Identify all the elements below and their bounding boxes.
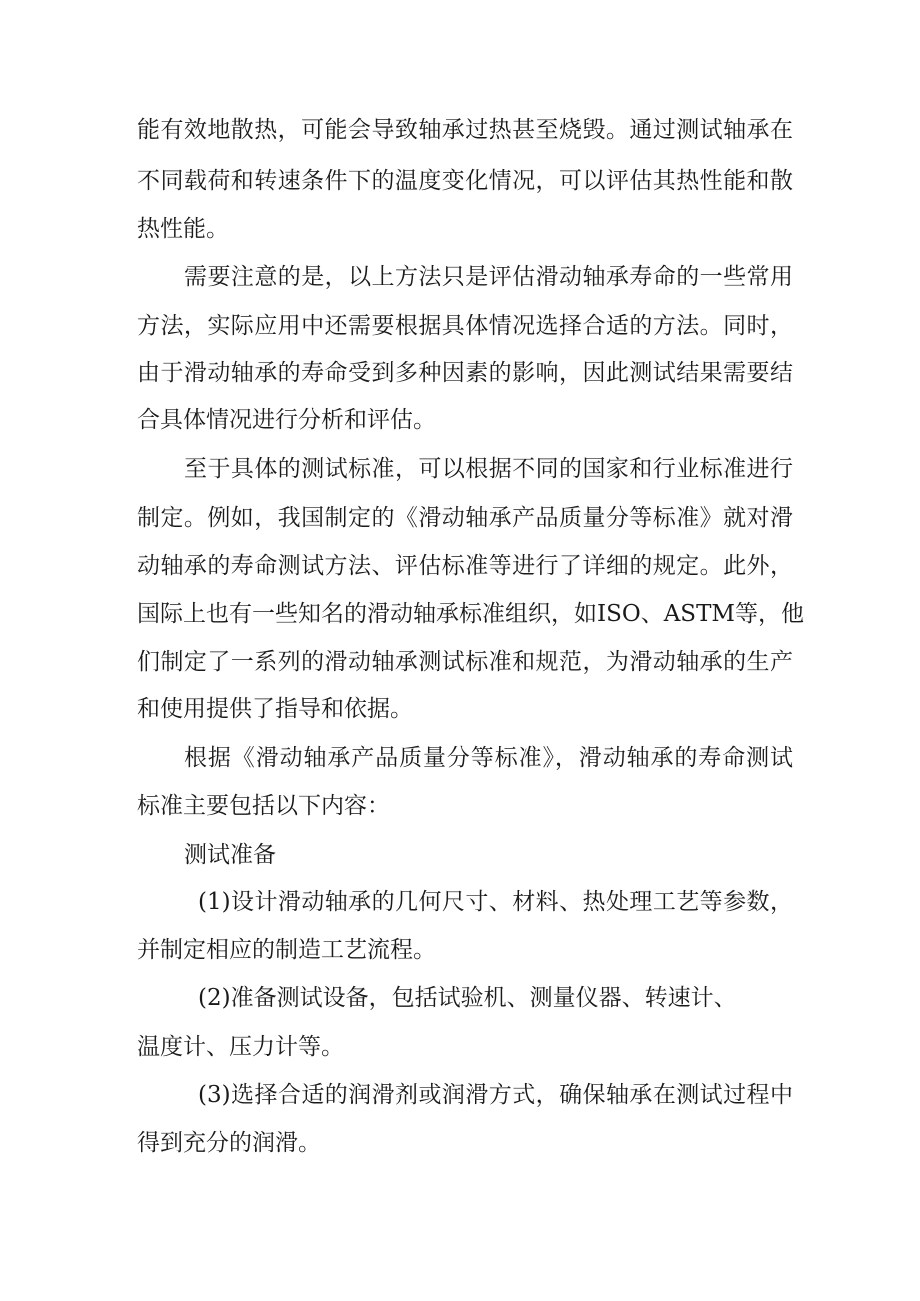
paragraph-line: 们制定了一系列的滑动轴承测试标准和规范，为滑动轴承的生产 [137, 649, 793, 675]
paragraph-line: 热性能。 [137, 216, 229, 242]
paragraph-line: 能有效地散热，可能会导致轴承过热甚至烧毁。通过测试轴承在 [137, 117, 793, 143]
paragraph-line: 由于滑动轴承的寿命受到多种因素的影响，因此测试结果需要结 [137, 360, 793, 386]
section-heading: 测试准备 [184, 842, 276, 868]
paragraph-line: 至于具体的测试标准，可以根据不同的国家和行业标准进行 [184, 456, 793, 482]
paragraph-line: 标准主要包括以下内容： [137, 793, 390, 819]
list-item-line: 温度计、压力计等。 [137, 1034, 344, 1060]
list-item-line: 并制定相应的制造工艺流程。 [137, 937, 436, 963]
list-item-line: 得到充分的润滑。 [137, 1130, 321, 1156]
paragraph-line: 和使用提供了指导和依据。 [137, 696, 413, 722]
list-item-line: (3)选择合适的润滑剂或润滑方式，确保轴承在测试过程中 [198, 1082, 793, 1108]
list-item-line: (1)设计滑动轴承的几何尺寸、材料、热处理工艺等参数， [198, 889, 793, 915]
paragraph-line: 制定。例如，我国制定的《滑动轴承产品质量分等标准》就对滑 [137, 505, 793, 531]
list-item-line: (2)准备测试设备，包括试验机、测量仪器、转速计、 [198, 985, 737, 1011]
paragraph-line: 合具体情况进行分析和评估。 [137, 407, 436, 433]
paragraph-line: 需要注意的是，以上方法只是评估滑动轴承寿命的一些常用 [184, 264, 793, 290]
paragraph-line: 方法，实际应用中还需要根据具体情况选择合适的方法。同时， [137, 313, 793, 339]
paragraph-line: 国际上也有一些知名的滑动轴承标准组织，如ISO、ASTM等，他 [137, 601, 804, 627]
paragraph-line: 根据《滑动轴承产品质量分等标准》，滑动轴承的寿命测试 [184, 745, 793, 771]
paragraph-line: 动轴承的寿命测试方法、评估标准等进行了详细的规定。此外， [137, 553, 793, 579]
paragraph-line: 不同载荷和转速条件下的温度变化情况，可以评估其热性能和散 [137, 168, 793, 194]
